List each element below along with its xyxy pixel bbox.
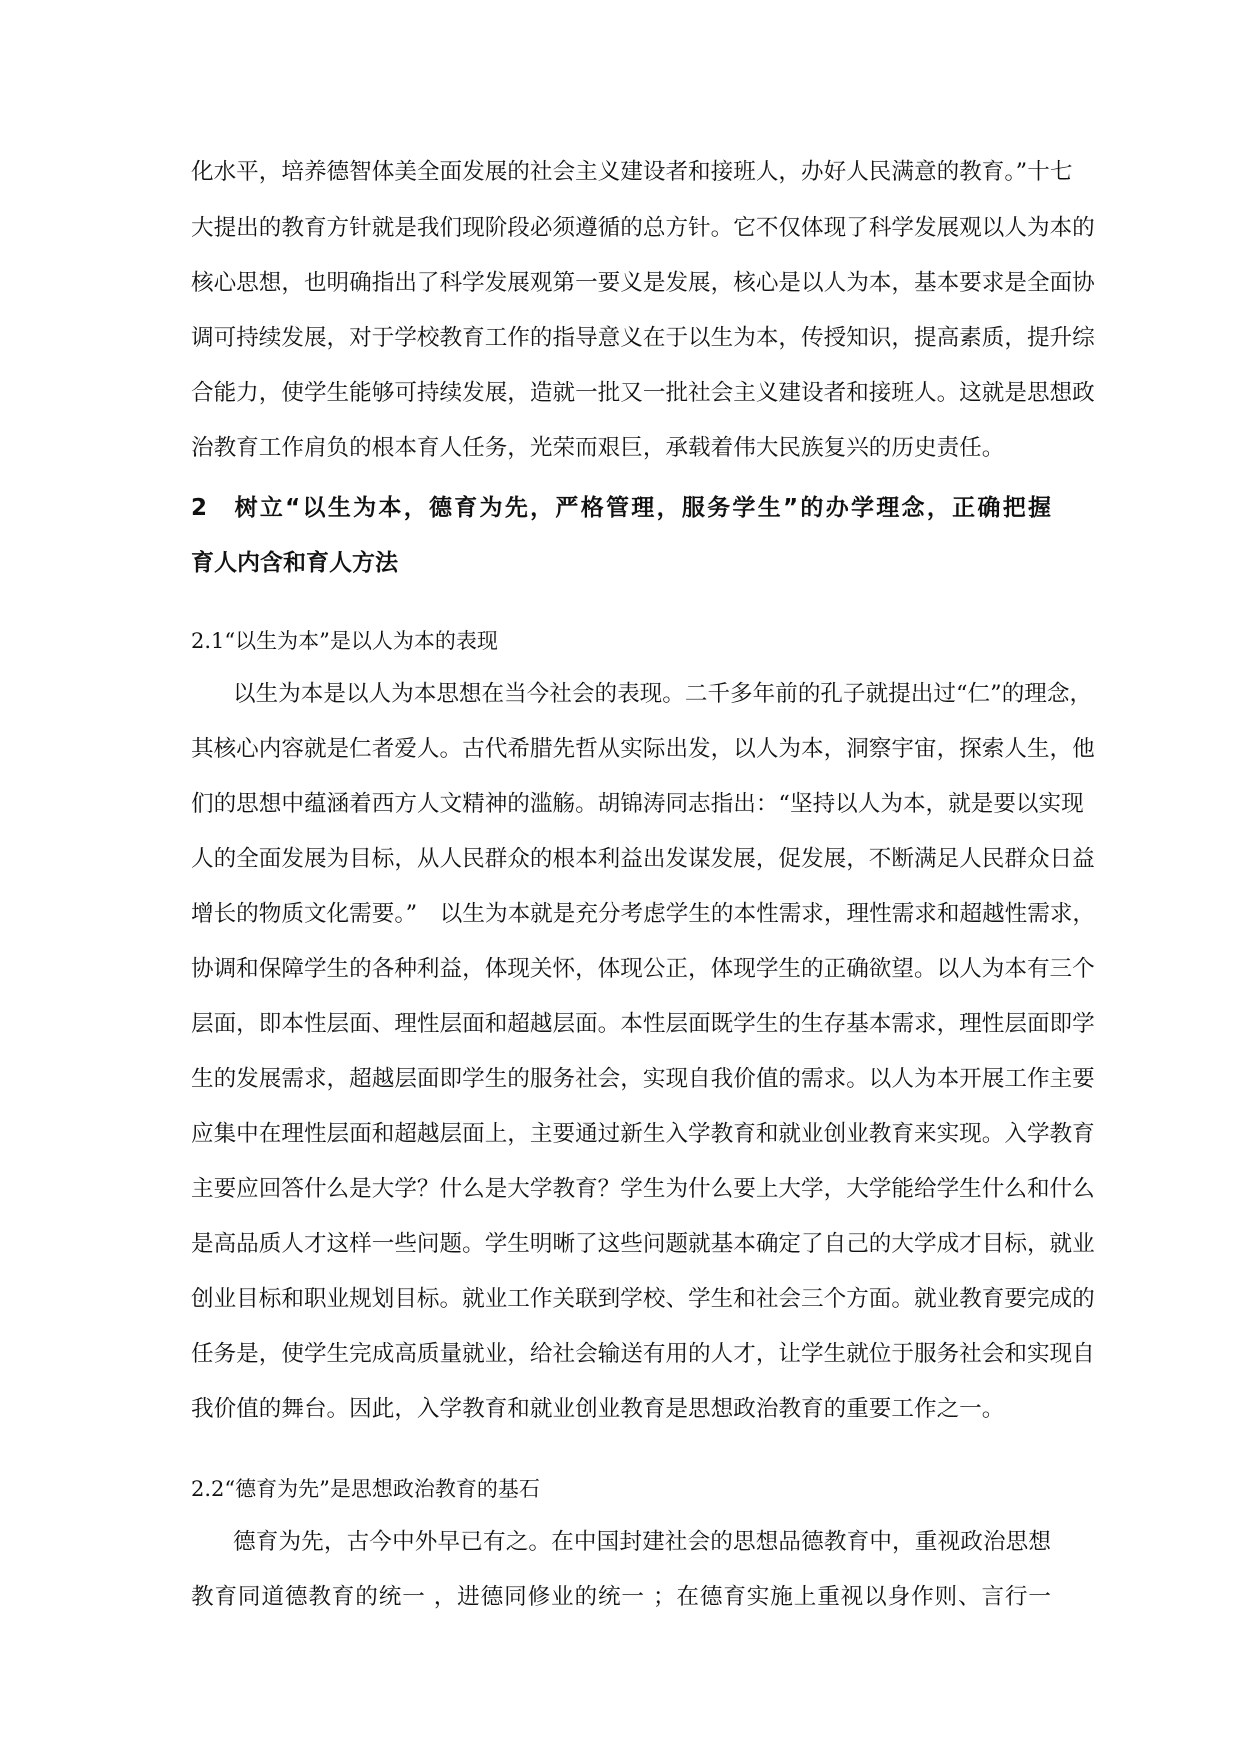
subsection-heading: 2.2“德育为先”是思想政治教育的基石 [191,1477,540,1501]
paragraph-line: 其核心内容就是仁者爱人。古代希腊先哲从实际出发，以人为本，洞察宇宙，探索人生，他 [191,736,1095,762]
paragraph-line: 核心思想，也明确指出了科学发展观第一要义是发展，核心是以人为本，基本要求是全面协 [191,270,1095,296]
paragraph-line: 任务是，使学生完成高质量就业，给社会输送有用的人才，让学生就位于服务社会和实现自 [191,1341,1095,1367]
section-heading-line: 2 树立“以生为本，德育为先，严格管理，服务学生”的办学理念，正确把握 [191,495,1051,521]
paragraph-line: 人的全面发展为目标，从人民群众的根本利益出发谋发展，促发展，不断满足人民群众日益 [191,846,1095,872]
paragraph-line: 合能力，使学生能够可持续发展，造就一批又一批社会主义建设者和接班人。这就是思想政 [191,380,1095,406]
paragraph-line: 应集中在理性层面和超越层面上，主要通过新生入学教育和就业创业教育来实现。入学教育 [191,1121,1095,1147]
paragraph-line: 化水平，培养德智体美全面发展的社会主义建设者和接班人，办好人民满意的教育。”十七 [191,159,1073,185]
paragraph-line: 是高品质人才这样一些问题。学生明晰了这些问题就基本确定了自己的大学成才目标，就业 [191,1231,1095,1257]
paragraph-line: 增长的物质文化需要。” 以生为本就是充分考虑学生的本性需求，理性需求和超越性需求， [191,901,1095,927]
paragraph-line: 我价值的舞台。因此，入学教育和就业创业教育是思想政治教育的重要工作之一。 [191,1396,1005,1422]
paragraph-line: 生的发展需求，超越层面即学生的服务社会，实现自我价值的需求。以人为本开展工作主要 [191,1066,1095,1092]
paragraph-line: 们的思想中蕴涵着西方人文精神的滥觞。胡锦涛同志指出：“坚持以人为本，就是要以实现 [191,791,1084,817]
paragraph-line: 创业目标和职业规划目标。就业工作关联到学校、学生和社会三个方面。就业教育要完成的 [191,1286,1095,1312]
paragraph-line: 以生为本是以人为本思想在当今社会的表现。二千多年前的孔子就提出过“仁”的理念， [233,681,1093,707]
subsection-heading: 2.1“以生为本”是以人为本的表现 [191,629,498,653]
paragraph-line: 大提出的教育方针就是我们现阶段必须遵循的总方针。它不仅体现了科学发展观以人为本的 [191,215,1095,241]
paragraph-line: 层面，即本性层面、理性层面和超越层面。本性层面既学生的生存基本需求，理性层面即学 [191,1011,1095,1037]
paragraph-line: 教育同道德教育的统一 ，进德同修业的统一 ；在德育实施上重视以身作则、言行一 [191,1584,1051,1610]
paragraph-line: 德育为先，古今中外早已有之。在中国封建社会的思想品德教育中，重视政治思想 [233,1529,1051,1555]
paragraph-line: 治教育工作肩负的根本育人任务，光荣而艰巨，承载着伟大民族复兴的历史责任。 [191,435,1005,461]
paragraph-line: 调可持续发展，对于学校教育工作的指导意义在于以生为本，传授知识，提高素质，提升综 [191,325,1095,351]
paragraph-line: 主要应回答什么是大学？什么是大学教育？学生为什么要上大学，大学能给学生什么和什么 [191,1176,1095,1202]
section-heading-line: 育人内含和育人方法 [191,550,398,576]
paragraph-line: 协调和保障学生的各种利益，体现关怀，体现公正，体现学生的正确欲望。以人为本有三个 [191,956,1095,982]
